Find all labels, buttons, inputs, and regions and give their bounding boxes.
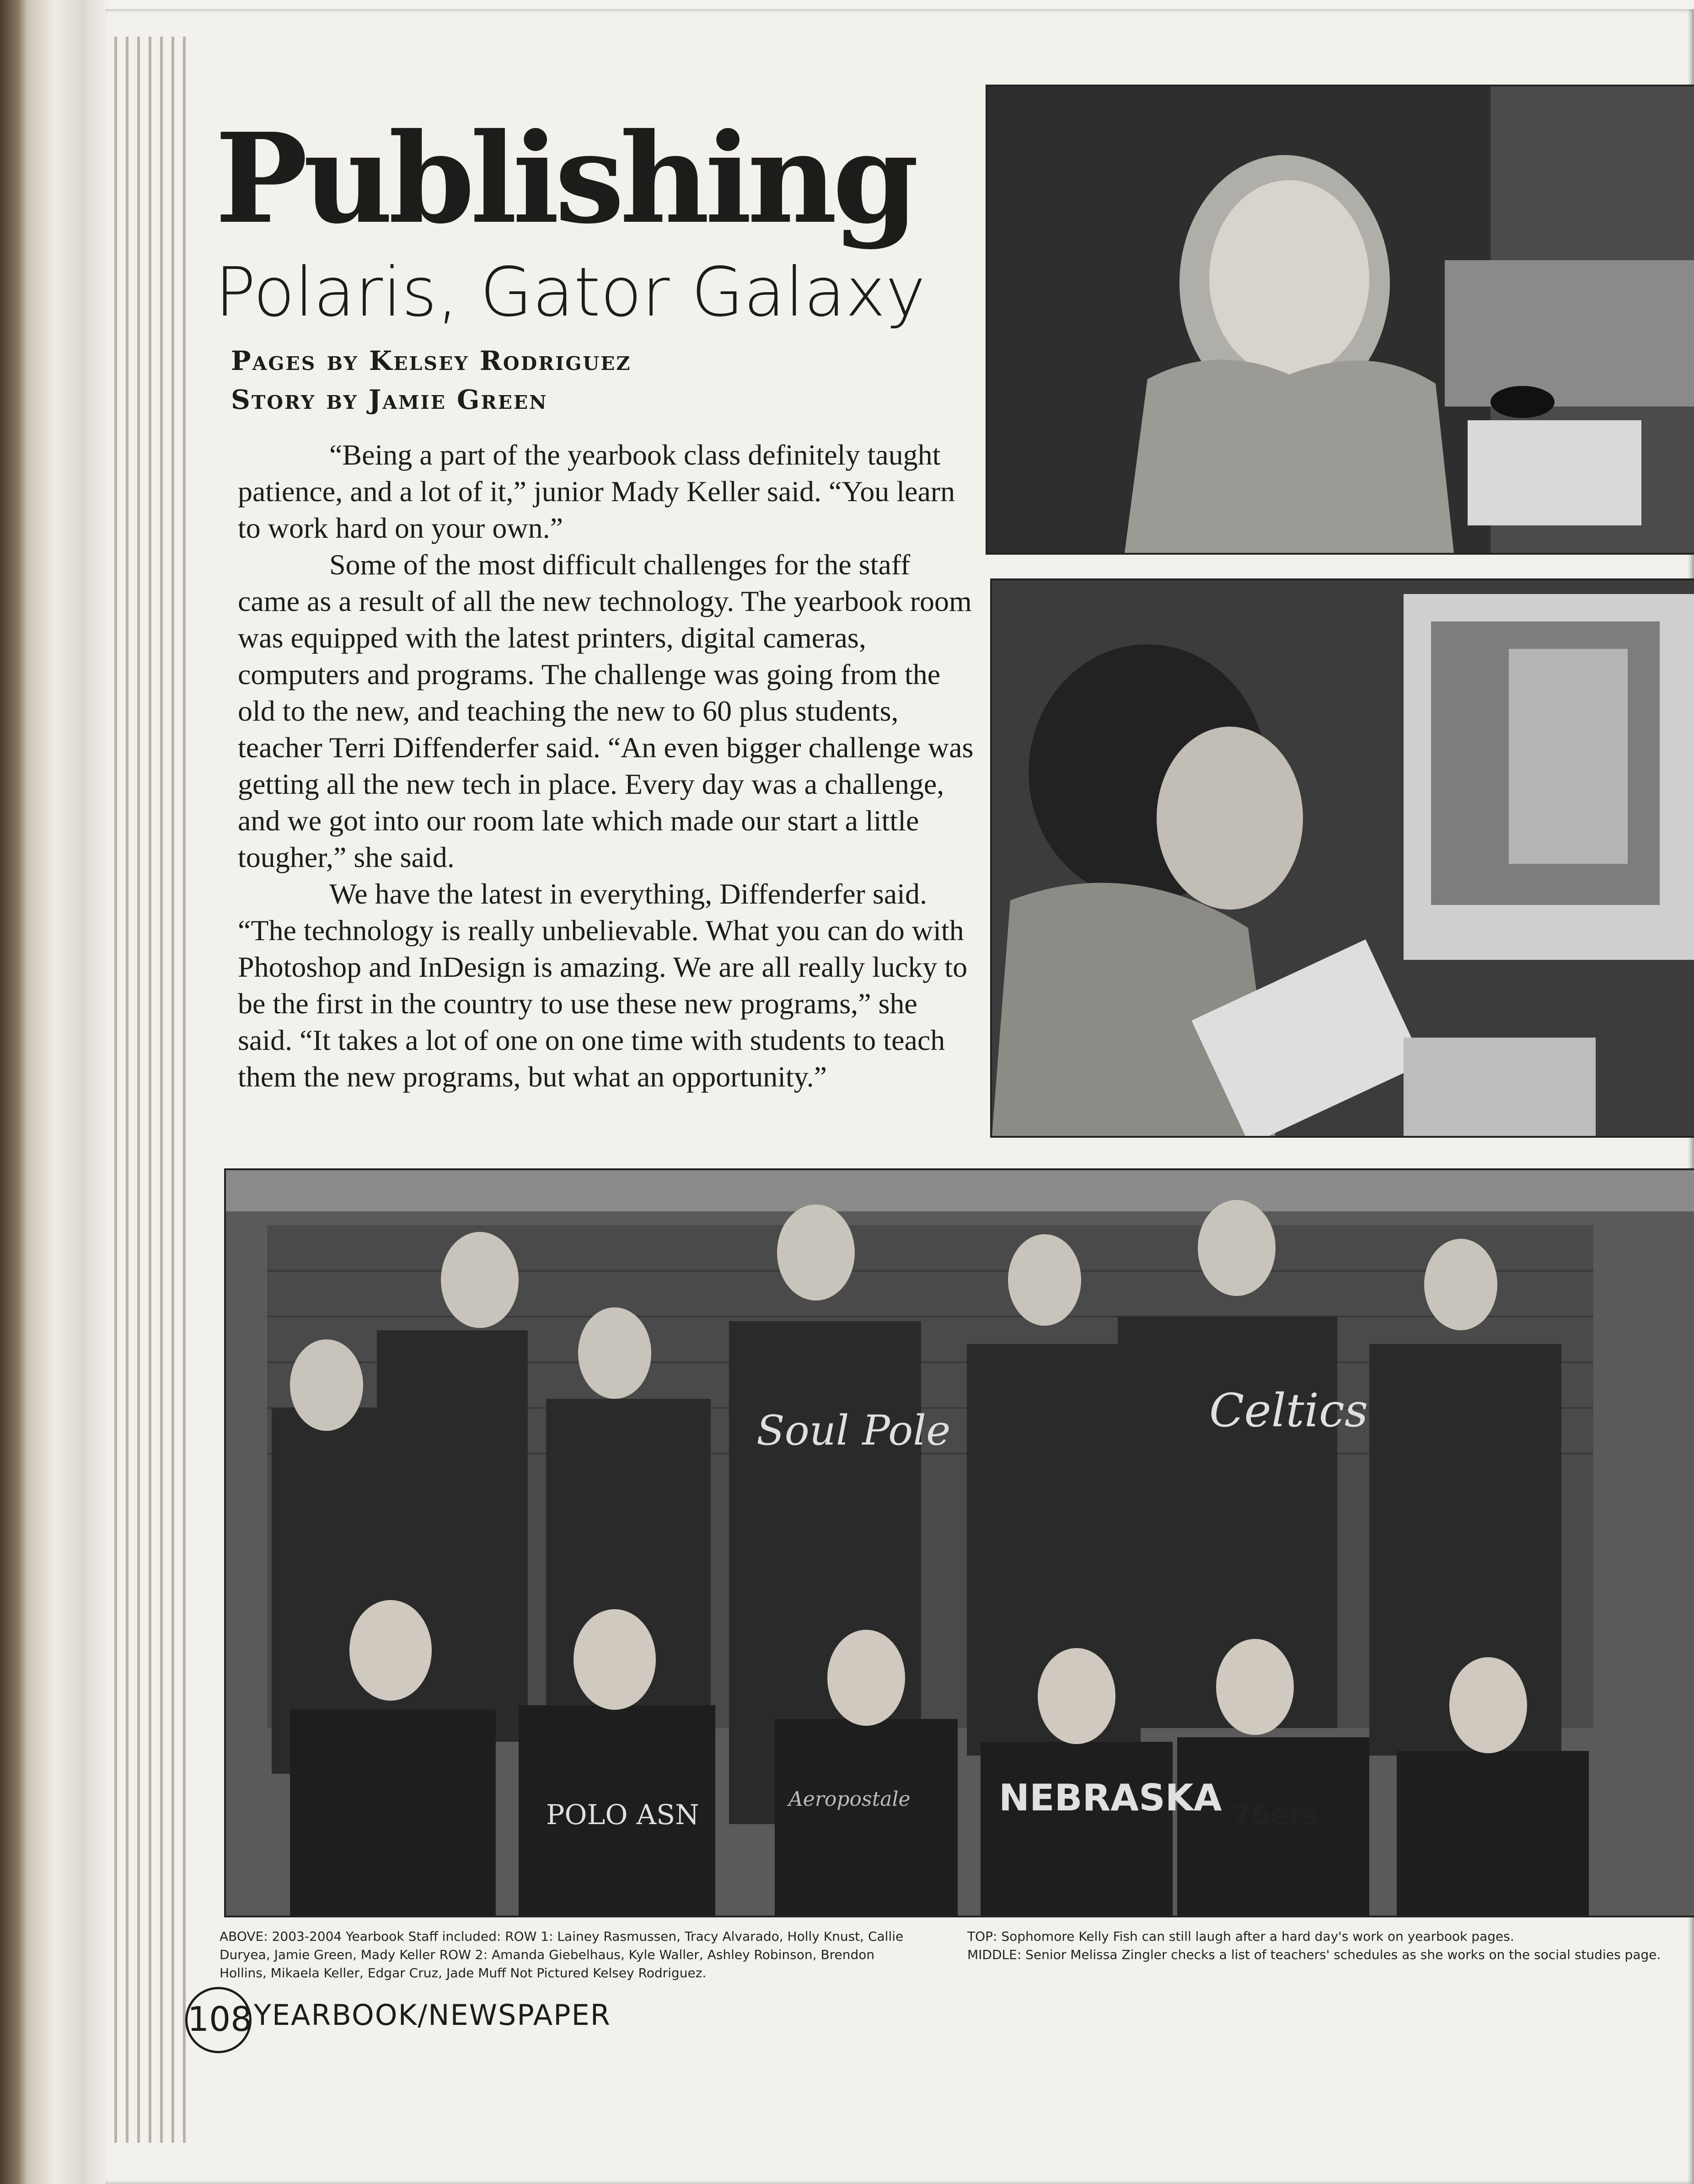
page-subtitle: Polaris, Gator Galaxy: [215, 253, 926, 332]
shirt-text: 76ers: [1232, 1799, 1319, 1831]
story-paragraph: We have the latest in everything, Diffenderfer said. “The technology is really unbelievable. What you can do with Photoshop and InDesign is amazing. We are all really lucky to be the first in the country to use these new programs,” she said. “It takes a lot of one on one time with students to teach them the new programs, but what an opportunity.”: [238, 878, 968, 1093]
page-edge-line: [137, 37, 140, 2143]
page-edge-line: [114, 37, 117, 2143]
byline-story: Story by Jamie Green: [231, 384, 548, 415]
top-photo-image: [987, 86, 1694, 553]
story-paragraph: Some of the most difficult challenges for the staff came as a result of all the new technology. The yearbook room was equipped with the latest printers, digital cameras, computers and programs. The challenge was going from the old to the new, and teaching the new to 60 plus students, teacher Terri Diffenderfer said. “An even bigger challenge was getting all the new tech in place. Every day was a challenge, and we got into our room late which made our start a little tougher,” she said.: [238, 548, 974, 873]
jacket-text: Soul Pole: [756, 1407, 951, 1455]
jacket-text: Celtics: [1209, 1384, 1368, 1437]
page-edge-line: [183, 37, 186, 2143]
shirt-text: Aeropostale: [788, 1788, 911, 1811]
shirt-text: NEBRASKA: [999, 1777, 1222, 1819]
caption-top: TOP: Sophomore Kelly Fish can still laugh after a hard day's work on yearbook pages.: [967, 1929, 1514, 1944]
story-paragraph: “Being a part of the yearbook class definitely taught patience, and a lot of it,” junior Mady Keller said. “You learn to work hard on your own.”: [238, 439, 955, 544]
middle-photo: [990, 578, 1694, 1138]
group-photo: [224, 1168, 1694, 1917]
section-label: YEARBOOK/NEWSPAPER: [254, 1998, 611, 2032]
caption-group: ABOVE: 2003-2004 Yearbook Staff included: ROW 1: Lainey Rasmussen, Tracy Alvarado, Holly Knust, Callie Duryea, Jamie Green, Mady Keller ROW 2: Amanda Giebelhaus, Kyle Waller, Ashley Robinson, Brendon Hollins, Mikaela Keller, Edgar Cruz, Jade Muff Not Pictured Kelsey Rodriguez.: [220, 1929, 904, 1981]
page-edge-line: [160, 37, 163, 2143]
top-photo: [986, 85, 1694, 555]
caption-middle: MIDDLE: Senior Melissa Zingler checks a list of teachers' schedules as she works on the social studies page.: [967, 1947, 1661, 1962]
page-edge-line: [126, 37, 129, 2143]
page-title: Publishing: [215, 106, 915, 251]
byline-pages: Pages by Kelsey Rodriguez: [231, 345, 632, 376]
page-number: 108: [185, 1987, 252, 2053]
middle-photo-image: [992, 580, 1694, 1136]
page-edge-line: [149, 37, 151, 2143]
jacket-text: POLO ASN: [546, 1799, 699, 1831]
story-body: [238, 437, 979, 1095]
page-edge-line: [172, 37, 174, 2143]
group-photo-image: [226, 1170, 1694, 1916]
